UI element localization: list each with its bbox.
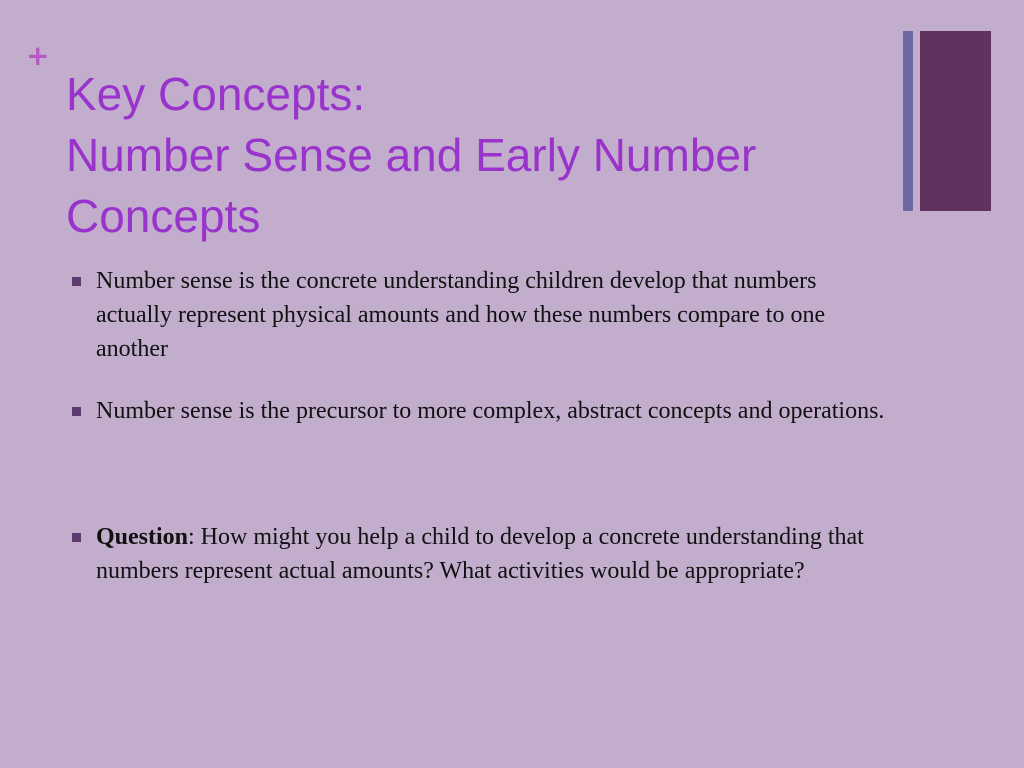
decorative-bar-thin — [903, 31, 913, 211]
bullet-item — [72, 394, 892, 428]
square-bullet-icon — [72, 533, 81, 542]
plus-icon: + — [26, 39, 50, 72]
bullet-text: Number sense is the concrete understanding children develop that numbers actually represent physical amounts and how these numbers compare to one another — [96, 268, 826, 362]
bullet-item — [72, 264, 892, 366]
decorative-bar-thick — [920, 31, 991, 211]
slide-title — [66, 64, 886, 247]
title-line-3: Concepts — [66, 190, 261, 242]
question-label: Question — [96, 524, 189, 550]
bullet-list — [72, 264, 892, 588]
bullet-text: Number sense is the precursor to more complex, abstract concepts and operations. — [96, 398, 885, 424]
bullet-item-question — [72, 520, 892, 588]
title-line-1: Key Concepts: — [66, 68, 366, 120]
title-line-2: Number Sense and Early Number — [66, 129, 757, 181]
square-bullet-icon — [72, 277, 81, 286]
square-bullet-icon — [72, 407, 81, 416]
bullet-text: : How might you help a child to develop a concrete understanding that numbers represent actual amounts? What activities would be appropriate? — [96, 524, 864, 584]
